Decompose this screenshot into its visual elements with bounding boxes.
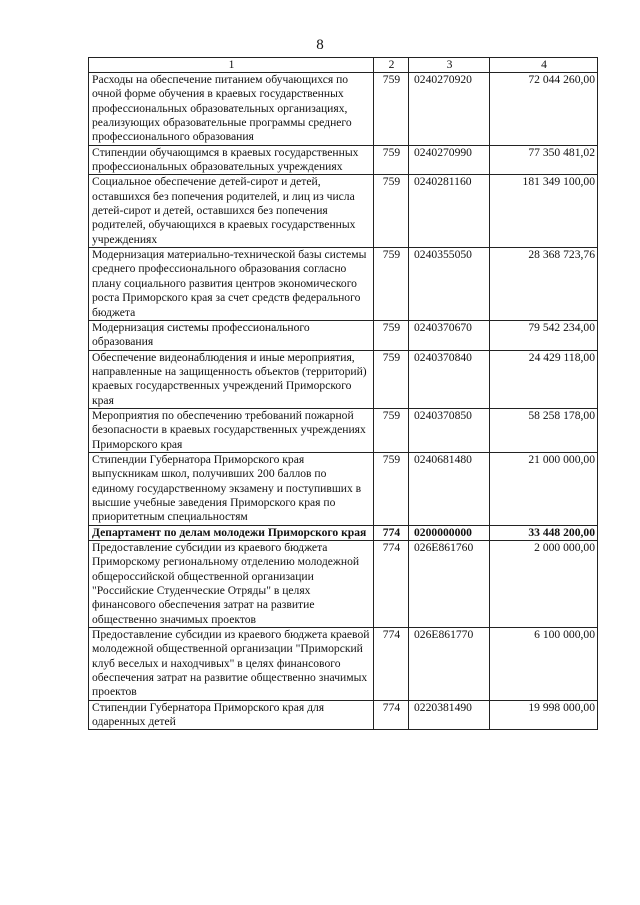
- table-row: [89, 408, 598, 452]
- header-col-1: 1: [89, 58, 374, 73]
- row-name: Предоставление субсидии из краевого бюджета Приморскому региональному отделению молодежной общероссийской общественной организации "Российские Студенческие Отряды" в целях финансового обеспечения затрат на развитие общественно значимых проектов: [89, 541, 374, 628]
- row-code: 0240370850: [409, 408, 490, 452]
- row-name: Мероприятия по обеспечению требований пожарной безопасности в краевых государственных учреждениях Приморского края: [89, 408, 374, 452]
- row-name: Стипендии Губернатора Приморского края для одаренных детей: [89, 700, 374, 730]
- table-row: [89, 248, 598, 321]
- table-header-row: [89, 58, 598, 73]
- table-row: [89, 628, 598, 701]
- header-col-2: 2: [374, 58, 409, 73]
- row-code: 0240355050: [409, 248, 490, 321]
- row-grbs: 774: [374, 700, 409, 730]
- row-name: Модернизация материально-технической базы системы среднего профессионального образования согласно плану социального развития центров экономического роста Приморского края за счет средств федерального бюджета: [89, 248, 374, 321]
- row-amount: 77 350 481,02: [490, 145, 598, 175]
- row-code: 026Е861760: [409, 541, 490, 628]
- table-row: [89, 350, 598, 408]
- budget-table: [88, 57, 598, 730]
- row-grbs: 759: [374, 452, 409, 525]
- table-row: [89, 175, 598, 248]
- row-code: 0240270990: [409, 145, 490, 175]
- row-amount: 2 000 000,00: [490, 541, 598, 628]
- row-name: Расходы на обеспечение питанием обучающихся по очной форме обучения в краевых государственных профессиональных образовательных организациях, реализующих образовательные программы среднего профессионального образования: [89, 73, 374, 146]
- row-code: 0200000000: [409, 525, 490, 540]
- row-amount: 28 368 723,76: [490, 248, 598, 321]
- row-name: Департамент по делам молодежи Приморского края: [89, 525, 374, 540]
- row-grbs: 759: [374, 145, 409, 175]
- row-amount: 33 448 200,00: [490, 525, 598, 540]
- row-grbs: 759: [374, 350, 409, 408]
- table-row: [89, 73, 598, 146]
- row-code: 0240270920: [409, 73, 490, 146]
- row-name: Стипендии Губернатора Приморского края выпускникам школ, получивших 200 баллов по единому государственному экзамену и поступивших в высшие учебные заведения Приморского края по приоритетным специальностям: [89, 452, 374, 525]
- row-grbs: 774: [374, 525, 409, 540]
- row-name: Стипендии обучающимся в краевых государственных профессиональных образовательных учреждениях: [89, 145, 374, 175]
- row-amount: 181 349 100,00: [490, 175, 598, 248]
- page-number: 8: [316, 37, 324, 53]
- table-row: [89, 145, 598, 175]
- row-name: Модернизация системы профессионального образования: [89, 320, 374, 350]
- row-grbs: 759: [374, 175, 409, 248]
- row-name: Предоставление субсидии из краевого бюджета краевой молодежной общественной организации "Приморский клуб веселых и находчивых" в целях финансового обеспечения затрат на развитие общественно значимых проектов: [89, 628, 374, 701]
- table-row: [89, 452, 598, 525]
- table-row: [89, 320, 598, 350]
- table-row: [89, 700, 598, 730]
- row-grbs: 759: [374, 73, 409, 146]
- row-code: 0240370670: [409, 320, 490, 350]
- row-grbs: 759: [374, 248, 409, 321]
- row-grbs: 774: [374, 628, 409, 701]
- row-amount: 72 044 260,00: [490, 73, 598, 146]
- header-col-4: 4: [490, 58, 598, 73]
- row-name: Социальное обеспечение детей-сирот и детей, оставшихся без попечения родителей, и лиц из числа детей-сирот и детей, оставшихся без попечения родителей, обучающихся в краевых государственных учреждениях: [89, 175, 374, 248]
- row-code: 0220381490: [409, 700, 490, 730]
- table-row: [89, 541, 598, 628]
- row-grbs: 759: [374, 408, 409, 452]
- table-row-department: [89, 525, 598, 540]
- header-col-3: 3: [409, 58, 490, 73]
- row-code: 0240681480: [409, 452, 490, 525]
- row-grbs: 774: [374, 541, 409, 628]
- row-grbs: 759: [374, 320, 409, 350]
- row-code: 026Е861770: [409, 628, 490, 701]
- row-name: Обеспечение видеонаблюдения и иные мероприятия, направленные на защищенность объектов (территорий) краевых государственных учреждений Приморского края: [89, 350, 374, 408]
- row-amount: 24 429 118,00: [490, 350, 598, 408]
- row-amount: 19 998 000,00: [490, 700, 598, 730]
- row-amount: 79 542 234,00: [490, 320, 598, 350]
- row-amount: 6 100 000,00: [490, 628, 598, 701]
- row-code: 0240281160: [409, 175, 490, 248]
- row-amount: 21 000 000,00: [490, 452, 598, 525]
- row-code: 0240370840: [409, 350, 490, 408]
- row-amount: 58 258 178,00: [490, 408, 598, 452]
